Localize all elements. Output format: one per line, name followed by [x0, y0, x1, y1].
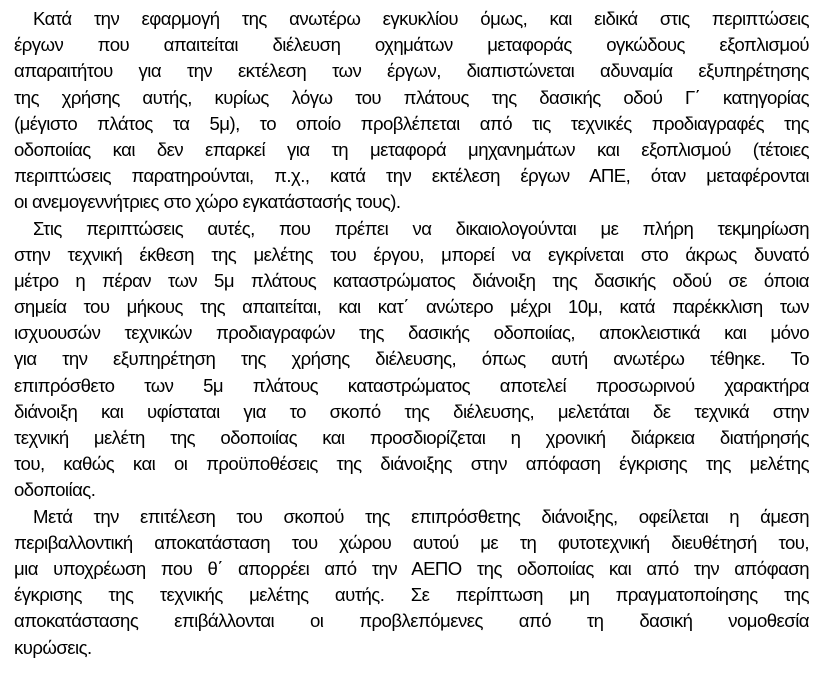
text-line: έργων που απαιτείται διέλευση οχημάτων μεταφοράς ογκώδους εξοπλισμού	[14, 34, 809, 56]
text-line: Στις περιπτώσεις αυτές, που πρέπει να δικαιολογούνται με πλήρη τεκμηρίωση	[33, 217, 809, 239]
text-line: απαραιτήτου για την εκτέλεση των έργων, διαπιστώνεται αδυναμία εξυπηρέτησης	[14, 60, 809, 82]
text-line: οδοποιίας.	[14, 479, 96, 501]
text-line: (μέγιστο πλάτος τα 5μ), το οποίο προβλέπεται από τις τεχνικές προδιαγραφές της	[14, 112, 809, 134]
text-line: μια υποχρέωση που θ΄ απορρέει από την ΑΕΠΟ της οδοποιίας και από την απόφαση	[14, 557, 809, 579]
paragraph-1	[14, 6, 809, 216]
text-line: έγκρισης της τεχνικής μελέτης αυτής. Σε περίπτωση μη πραγματοποίησης της	[14, 584, 809, 606]
text-line: στην τεχνική έκθεση της μελέτης του έργου, μπορεί να εγκρίνεται στο άκρως δυνατό	[14, 243, 809, 265]
text-line: κυρώσεις.	[14, 636, 92, 658]
text-line: σημεία του μήκους της απαιτείται, και κατ΄ ανώτερο μέχρι 10μ, κατά παρέκκλιση των	[14, 296, 809, 318]
text-line: επιπρόσθετο των 5μ πλάτους καταστρώματος αποτελεί προσωρινού χαρακτήρα	[14, 374, 809, 396]
text-line: για την εξυπηρέτηση της χρήσης διέλευσης, όπως αυτή ανωτέρω τέθηκε. Το	[14, 348, 809, 370]
text-line: Κατά την εφαρμογή της ανωτέρω εγκυκλίου όμως, και ειδικά στις περιπτώσεις	[33, 8, 809, 29]
text-line: περιπτώσεις παρατηρούνται, π.χ., κατά την εκτέλεση έργων ΑΠΕ, όταν μεταφέρονται	[14, 165, 809, 187]
text-line: μέτρο η πέραν των 5μ πλάτους καταστρώματος διάνοιξη της δασικής οδού σε όποια	[14, 269, 809, 291]
text-line: διάνοιξη και υφίσταται για το σκοπό της διέλευσης, μελετάται δε τεχνικά στην	[14, 400, 809, 422]
text-line: της χρήσης αυτής, κυρίως λόγω του πλάτους της δασικής οδού Γ΄ κατηγορίας	[14, 86, 809, 108]
text-line: οι ανεμογεννήτριες στο χώρο εγκατάστασής τους).	[14, 191, 401, 213]
paragraph-3	[14, 504, 809, 661]
text-line: περιβαλλοντική αποκατάσταση του χώρου αυτού με τη φυτοτεχνική διευθέτησή του,	[14, 531, 809, 553]
text-line: οδοποιίας και δεν επαρκεί για τη μεταφορά μηχανημάτων και εξοπλισμού (τέτοιες	[14, 138, 809, 160]
text-line: Μετά την επιτέλεση του σκοπού της επιπρόσθετης διάνοιξης, οφείλεται η άμεση	[33, 505, 809, 527]
text-line: του, καθώς και οι προϋποθέσεις της διάνοιξης στην απόφαση έγκρισης της μελέτης	[14, 453, 809, 475]
text-line: αποκατάστασης επιβάλλονται οι προβλεπόμενες από τη δασική νομοθεσία	[14, 610, 809, 632]
text-line: τεχνική μελέτη της οδοποιίας και προσδιορίζεται η χρονική διάρκεια διατήρησής	[14, 427, 809, 448]
paragraph-2	[14, 216, 809, 504]
text-line: ισχυουσών τεχνικών προδιαγραφών της δασικής οδοποιίας, αποκλειστικά και μόνο	[14, 322, 809, 344]
